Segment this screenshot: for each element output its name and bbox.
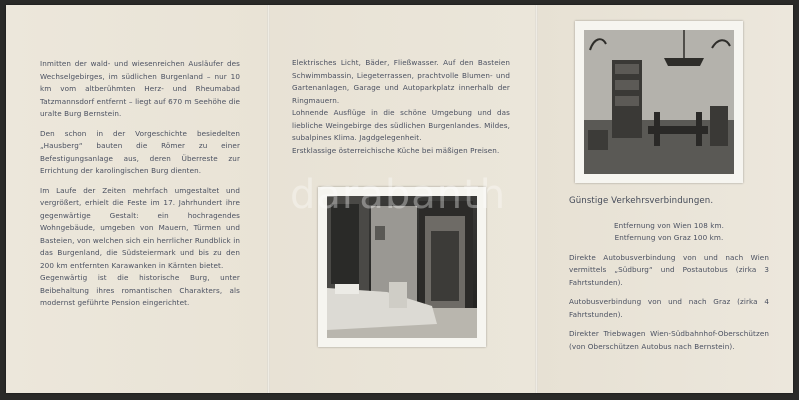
transport-heading: Günstige Verkehrsverbindungen. <box>569 196 714 206</box>
paragraph-pension: Gegenwärtig ist die historische Burg, unter Beibehaltung ihres romantischen Charakters, als modernst geführte Pension eingerichtet. <box>40 273 240 307</box>
photo-hall <box>575 21 743 183</box>
fold-line-right <box>535 5 538 393</box>
amenities-text <box>292 57 510 157</box>
fold-line-left <box>267 5 270 393</box>
distance-vienna: Entfernung von Wien 108 km. <box>613 220 725 230</box>
distance-graz: Entfernung von Graz 100 km. <box>614 233 724 242</box>
paragraph-bus-graz: Autobusverbindung von und nach Graz (zirka 4 Fahrtstunden). <box>569 297 769 319</box>
paragraph-cuisine: Erstklassige österreichische Küche bei mäßigen Preisen. <box>292 145 500 155</box>
paragraph-amenities: Elektrisches Licht, Bäder, Fließwasser. Auf den Basteien Schwimmbassin, Liegeterrassen, prachtvolle Blumen- und Gartenanlagen, Garage und Autoparkplatz innerhalb der Ringmauern. <box>292 58 510 105</box>
paragraph-romans: Den schon in der Vorgeschichte besiedelten „Hausberg“ bauten die Römer zu einer Befestigungsanlage aus, deren Überreste zur Errichtung der karolingischen Burg dienten. <box>40 128 240 175</box>
paragraph-railcar: Direkter Triebwagen Wien-Südbahnhof-Oberschützen (von Oberschützen Autobus nach Bernstein). <box>569 329 769 351</box>
watermark: darabanth <box>290 172 507 218</box>
paragraph-excursions: Lohnende Ausflüge in die schöne Umgebung und das liebliche Weingebirge des südlichen Burgenlandes. Mildes, subalpines Klima. Jagdgelegenheit. <box>292 108 510 142</box>
paragraph-bus-vienna: Direkte Autobusverbindung von und nach Wien vermittels „Südburg“ und Postautobus (zirka 3 Fahrtstunden). <box>569 252 769 287</box>
transport-text <box>569 195 769 360</box>
history-text <box>40 58 240 317</box>
hall-photo-image <box>584 30 734 174</box>
paragraph-17th-century: Im Laufe der Zeiten mehrfach umgestaltet und vergrößert, erhielt die Feste im 17. Jahrhundert ihre gegenwärtige Gestalt: ein hochragendes Wohngebäude, umgeben von Mauern, Türmen und Basteien, von welchen sich ein herrlicher Rundblick in das Burgenland, die Südsteiermark und bis zu den 200 km entfernten Karawanken in Kärnten bietet. <box>40 185 240 270</box>
paragraph-location: Inmitten der wald- und wiesenreichen Ausläufer des Wechselgebirges, im südlichen Burgenland – nur 10 km vom altberühmten Herz- und Rheumabad Tatzmannsdorf entfernt – liegt auf 670 m Seehöhe die uralte Burg Bernstein. <box>40 59 240 118</box>
